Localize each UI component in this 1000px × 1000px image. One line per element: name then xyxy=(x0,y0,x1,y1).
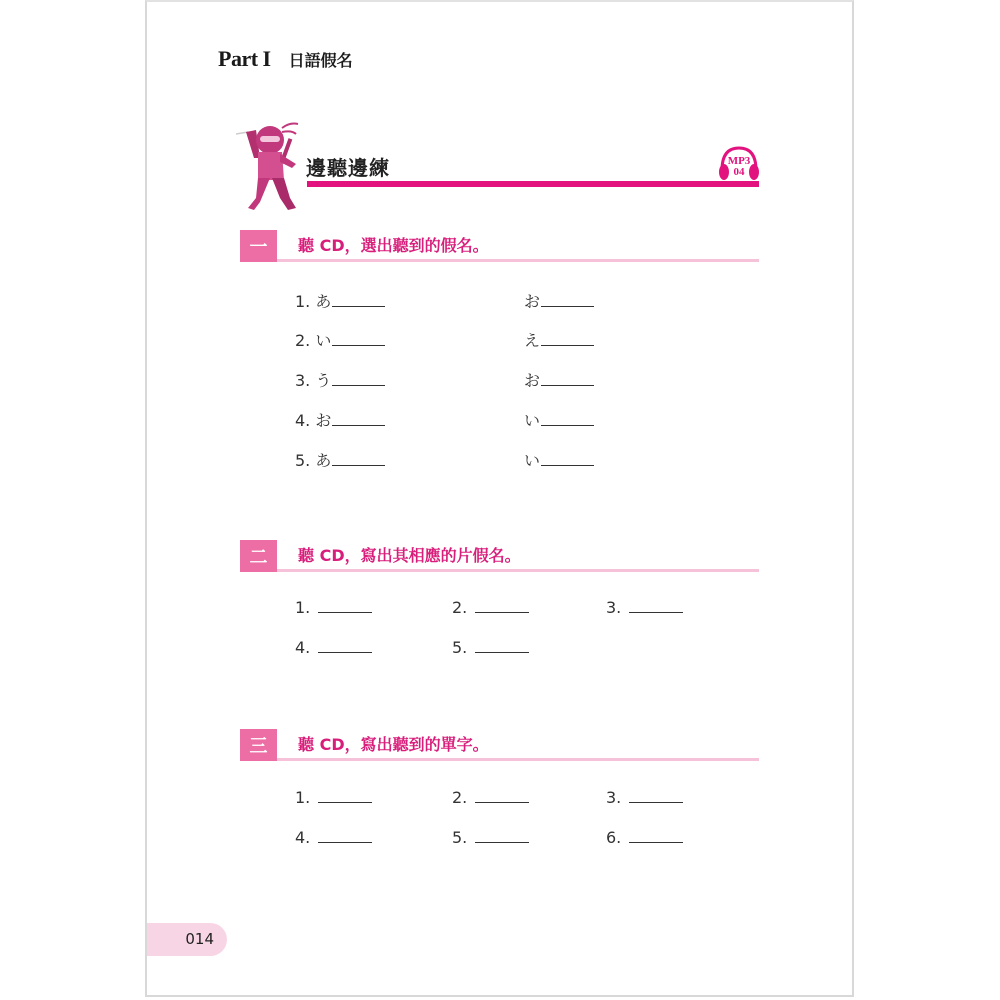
option-3: お xyxy=(524,368,594,391)
option-4: い xyxy=(524,408,594,431)
question-4: 4. お xyxy=(295,408,385,431)
answer-blank[interactable] xyxy=(475,828,529,843)
question-4: 4. xyxy=(295,828,372,847)
question-3: 3. う xyxy=(295,368,385,391)
answer-blank[interactable] xyxy=(475,788,529,803)
banner-title: 邊聽邊練 xyxy=(306,156,390,180)
answer-blank[interactable] xyxy=(332,371,385,386)
option-1: お xyxy=(524,289,594,312)
answer-blank[interactable] xyxy=(629,828,683,843)
answer-blank[interactable] xyxy=(318,828,372,843)
part-header xyxy=(218,46,353,72)
section-instruction: 聽 CD，寫出其相應的片假名。 xyxy=(298,546,521,565)
option-5: い xyxy=(524,448,594,471)
answer-blank[interactable] xyxy=(318,788,372,803)
question-1: 1. xyxy=(295,788,372,807)
question-5: 5. xyxy=(452,638,529,657)
question-1: 1. xyxy=(295,598,372,617)
answer-blank[interactable] xyxy=(318,638,372,653)
section-number: 一 xyxy=(240,230,277,262)
section-number: 二 xyxy=(240,540,277,572)
section-rule xyxy=(277,259,759,262)
question-5: 5. xyxy=(452,828,529,847)
ninja-icon xyxy=(236,118,306,212)
answer-blank[interactable] xyxy=(332,292,385,307)
question-2: 2. xyxy=(452,598,529,617)
banner-rule xyxy=(307,181,759,187)
answer-blank[interactable] xyxy=(332,411,385,426)
section-instruction: 聽 CD，寫出聽到的單字。 xyxy=(298,735,489,754)
mp3-label: MP3 xyxy=(727,155,751,167)
answer-blank[interactable] xyxy=(332,451,385,466)
answer-blank[interactable] xyxy=(475,638,529,653)
answer-blank[interactable] xyxy=(541,411,594,426)
section-2-header xyxy=(240,540,760,572)
question-4: 4. xyxy=(295,638,372,657)
answer-blank[interactable] xyxy=(629,598,683,613)
answer-blank[interactable] xyxy=(541,451,594,466)
section-rule xyxy=(277,569,759,572)
answer-blank[interactable] xyxy=(541,292,594,307)
page-number-tab xyxy=(147,923,227,956)
part-label: Part I xyxy=(218,46,271,71)
section-1-header xyxy=(240,230,760,262)
question-2: 2. xyxy=(452,788,529,807)
answer-blank[interactable] xyxy=(629,788,683,803)
section-3-header xyxy=(240,729,760,761)
question-1: 1. あ xyxy=(295,289,385,312)
answer-blank[interactable] xyxy=(475,598,529,613)
question-5: 5. あ xyxy=(295,448,385,471)
option-2: え xyxy=(524,328,594,351)
question-2: 2. い xyxy=(295,328,385,351)
section-number: 三 xyxy=(240,729,277,761)
track-number: 04 xyxy=(733,166,745,178)
answer-blank[interactable] xyxy=(541,371,594,386)
headphones-icon[interactable] xyxy=(716,144,762,182)
section-rule xyxy=(277,758,759,761)
question-3: 3. xyxy=(606,598,683,617)
answer-blank[interactable] xyxy=(541,331,594,346)
page-number: 014 xyxy=(185,930,214,948)
question-6: 6. xyxy=(606,828,683,847)
part-title: 日語假名 xyxy=(288,51,353,70)
answer-blank[interactable] xyxy=(332,331,385,346)
question-3: 3. xyxy=(606,788,683,807)
answer-blank[interactable] xyxy=(318,598,372,613)
section-instruction: 聽 CD，選出聽到的假名。 xyxy=(298,236,489,255)
